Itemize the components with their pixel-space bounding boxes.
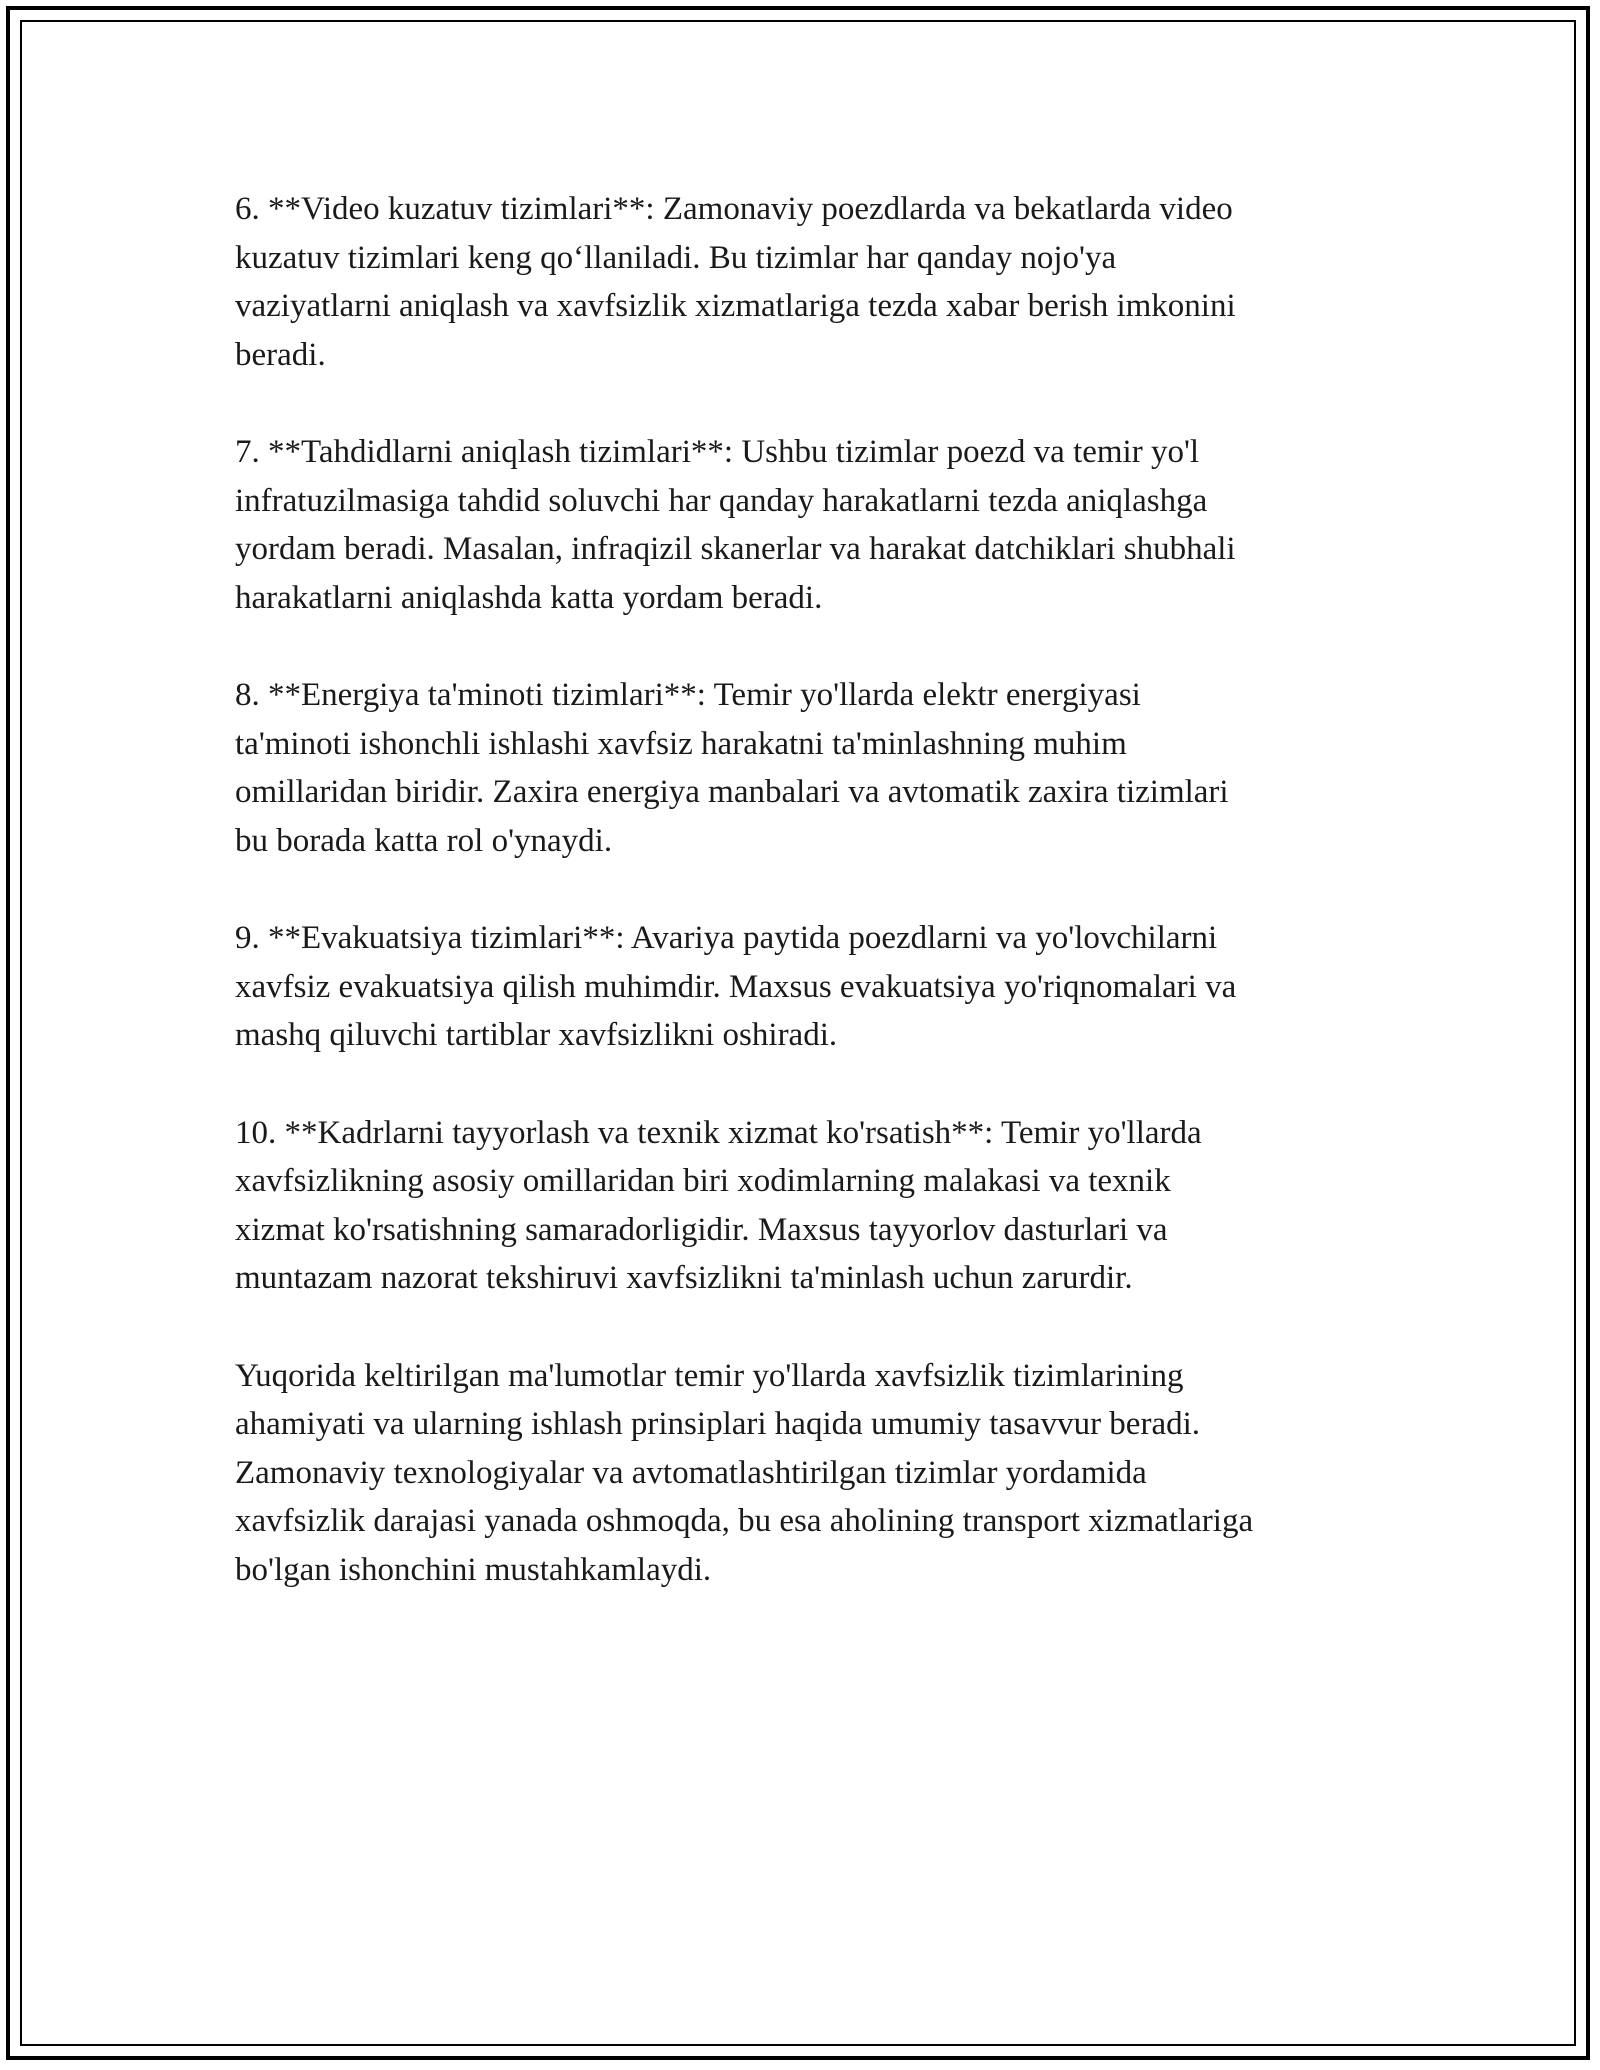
paragraph-item-7: 7. **Tahdidlarni aniqlash tizimlari**: Ushbu tizimlar poezd va temir yo'l infratuzilmasiga tahdid soluvchi har qanday harakatlarni tezda aniqlashga yordam beradi. Masalan, infraqizil skanerlar va harakat datchiklari shubhali harakatlarni aniqlashda katta yordam beradi. bbox=[235, 434, 1236, 616]
paragraph-item-10: 10. **Kadrlarni tayyorlash va texnik xizmat ko'rsatish**: Temir yo'llarda xavfsizlikning asosiy omillaridan biri xodimlarning malakasi va texnik xizmat ko'rsatishning samaradorligidir. Maxsus tayyorlov dasturlari va muntazam nazorat tekshiruvi xavfsizlikni ta'minlash uchun zarurdir. bbox=[235, 1114, 1202, 1296]
paragraph-item-6: 6. **Video kuzatuv tizimlari**: Zamonaviy poezdlarda va bekatlarda video kuzatuv tizimlari keng qo‘llaniladi. Bu tizimlar har qanday nojo'ya vaziyatlarni aniqlash va xavfsizlik xizmatlariga tezda xabar berish imkonini beradi. bbox=[235, 191, 1236, 373]
paragraph-item-9: 9. **Evakuatsiya tizimlari**: Avariya paytida poezdlarni va yo'lovchilarni xavfsiz evakuatsiya qilish muhimdir. Maxsus evakuatsiya yo'riqnomalari va mashq qiluvchi tartiblar xavfsizlikni oshiradi. bbox=[235, 920, 1237, 1053]
document-body bbox=[235, 185, 1385, 1643]
paragraph-item-8: 8. **Energiya ta'minoti tizimlari**: Temir yo'llarda elektr energiyasi ta'minoti ishonchli ishlashi xavfsiz harakatni ta'minlashning muhim omillaridan biridir. Zaxira energiya manbalari va avtomatik zaxira tizimlari bu borada katta rol o'ynaydi. bbox=[235, 677, 1229, 859]
paragraph-conclusion: Yuqorida keltirilgan ma'lumotlar temir yo'llarda xavfsizlik tizimlarining ahamiyati va ularning ishlash prinsiplari haqida umumiy tasavvur beradi. Zamonaviy texnologiyalar va avtomatlashtirilgan tizimlar yordamida xavfsizlik darajasi yanada oshmoqda, bu esa aholining transport xizmatlariga bo'lgan ishonchini mustahkamlaydi. bbox=[235, 1357, 1254, 1588]
